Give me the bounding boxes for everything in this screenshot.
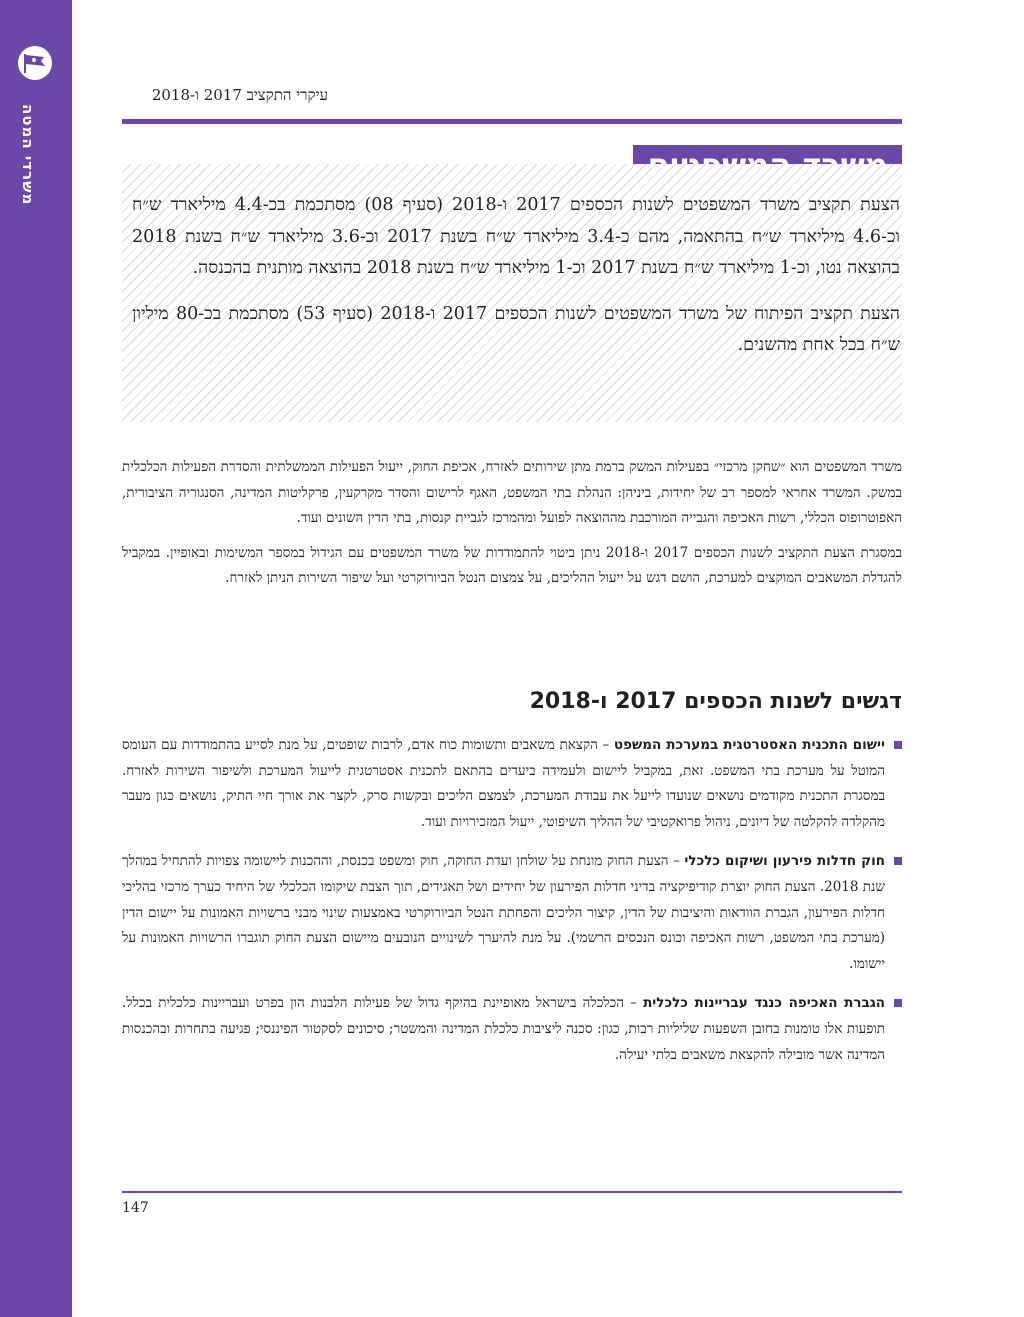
- title-rule: [122, 119, 902, 124]
- sidebar: [0, 0, 72, 1317]
- list-item: [122, 849, 902, 977]
- body-paragraph: משרד המשפטים הוא ״שחקן מרכזי״ בפעילות המשק ברמת מתן שירותים לאזרח, אכיפת החוק, ייעול הפעילות הממשלתית והסדרת הפעילות הכלכלית במשק. המשרד אחראי למספר רב של יחידות, ביניהן: הנהלת בתי המשפט, האגף לרישום והסדר מקרקעין, פרקליטות המדינה, הסנגוריה הציבורית, האפוטרופוס הכללי, רשות האכיפה והגבייה המורכבת מההוצאה לפועל ומהמרכז לגביית קנסות, בתי הדין השונים ועוד.: [122, 459, 902, 526]
- bullet-text: – הכלכלה בישראל מאופיינת בהיקף גדול של פעילות הלבנות הון בפרט ועבריינות כלכלית בכלל. תופעות אלו טומנות בחובן השפעות שליליות רבות, כגון: סכנה ליציבות כלכלת המדינה והמשטר; סיכונים לסקטור הפיננסי; פגיעה בתחרות ובהכנסות המדינה אשר מובילה להקצאת משאבים בלתי יעילה.: [122, 995, 885, 1063]
- bullet-term: הגברת האכיפה כנגד עבריינות כלכלית: [643, 995, 885, 1012]
- summary-paragraph: הצעת תקציב הפיתוח של משרד המשפטים לשנות הכספים 2017 ו-2018 (סעיף 53) מסתכמת בכ-80 מיליון ש״ח בכל אחת מהשנים.: [132, 303, 900, 355]
- bullet-text: – הצעת החוק מונחת על שולחן ועדת החוקה, חוק ומשפט בכנסת, וההכנות ליישומה צפויות להתחיל במהלך שנת 2018. הצעת החוק יוצרת קודיפיקציה בדיני חדלות הפירעון של יחידים ושל תאגידים, תוך הצבת שיקומו הכלכלי של היחיד כערך מרכזי בהליכי חדלות הפירעון, הגברת הוודאות והיציבות של הדין, קיצור הליכים והפחתת הנטל הביורוקרטי באמצעות שינוי מבני ברשויות האמונות על יישום הדין (מערכת בתי המשפט, רשות האכיפה וכונס הנכסים הרשמי). על מנת להיערך לשינויים הנובעים מיישום הצעת החוק תוגברו הרשויות האמונות על יישומו.: [122, 853, 885, 972]
- flag-icon: [22, 52, 48, 74]
- summary-text: [132, 190, 900, 376]
- section-heading: דגשים לשנות הכספים 2017 ו-2018: [529, 689, 902, 714]
- bullet-square-icon: [894, 741, 902, 749]
- list-item: [122, 733, 902, 835]
- list-item: [122, 991, 902, 1068]
- summary-paragraph: הצעת תקציב משרד המשפטים לשנות הכספים 2017 ו-2018 (סעיף 08) מסתכמת בכ-4.4 מיליארד ש״ח וכ-4.6 מיליארד ש״ח בהתאמה, מהם כ-3.4 מיליארד ש״ח בשנת 2017 וכ-3.6 מיליארד ש״ח בשנת 2018 בהוצאה נטו, וכ-1 מיליארד ש״ח בשנת 2017 וכ-1 מיליארד ש״ח בשנת 2018 בהוצאה מותנית בהכנסה.: [132, 195, 901, 278]
- body-paragraph: במסגרת הצעת התקציב לשנות הכספים 2017 ו-2018 ניתן ביטוי להתמודדות של משרד המשפטים עם הגידול במספר המשימות ובאופיין. במקביל להגדלת המשאבים המוקצים למערכת, הושם דגש על ייעול ההליכים, על צמצום הנטל הביורוקרטי ועל שיפור השירות הניתן לאזרח.: [122, 544, 902, 586]
- body-text: [122, 455, 902, 601]
- bullet-text: – הקצאת משאבים ותשומות כוח אדם, לרבות שופטים, על מנת לסייע בהתמודדות עם העומס המוטל על מערכת בתי המשפט. זאת, במקביל ליישום ולעמידה ביעדים בהתאם לתכנית אסטרטגית לייעול המערכת ולשיפור השירות לאזרח. במסגרת התכנית מקודמים נושאים שנועדו לייעל את עבודת המערכת, לצמצם הליכים ובקשות סרק, לקצר את אורך חיי התיק, נושאים כגון מעבר מהקלדה להקלטה של דיונים, ניהול פרואקטיבי של ההליך השיפוטי, ייעול המזכירויות ועוד.: [122, 737, 885, 830]
- page-number: 147: [122, 1200, 149, 1216]
- running-header: עיקרי התקציב 2017 ו-2018: [151, 86, 328, 104]
- emblem: [18, 46, 52, 80]
- footer-rule: [122, 1191, 902, 1193]
- bullet-square-icon: [894, 999, 902, 1007]
- bullet-term: יישום התכנית האסטרטגית במערכת המשפט: [613, 737, 885, 753]
- sidebar-chapter-label: משרדי המטה: [19, 104, 37, 206]
- bullet-square-icon: [894, 857, 902, 865]
- bullet-list: [122, 733, 902, 1082]
- bullet-term: חוק חדלות פירעון ושיקום כלכלי: [684, 853, 885, 870]
